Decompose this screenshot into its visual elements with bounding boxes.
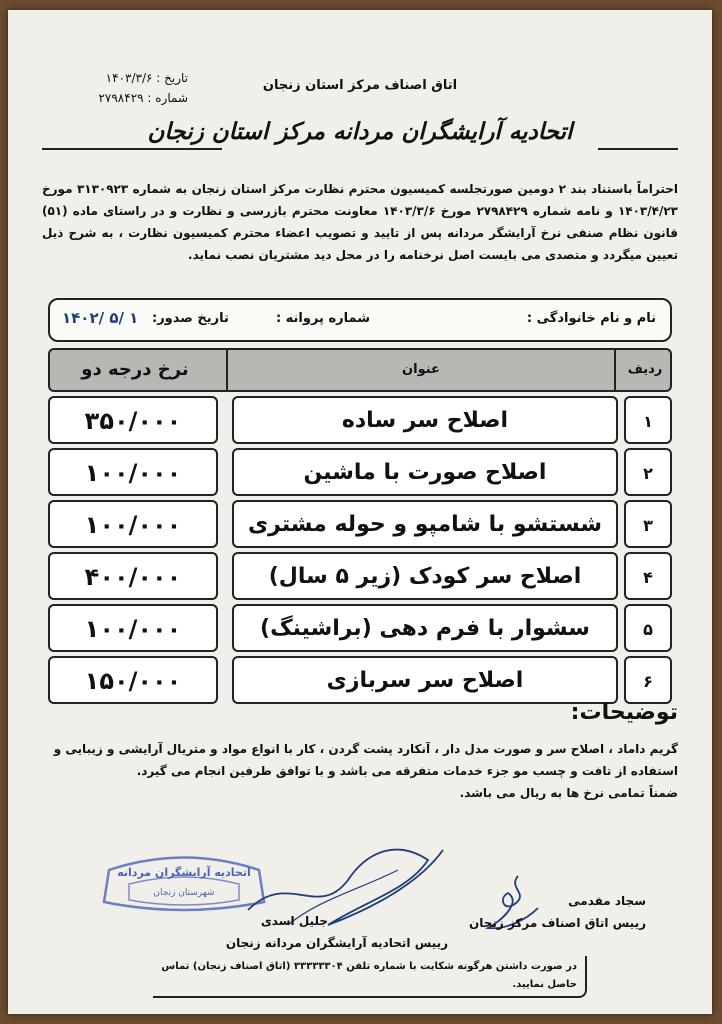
union-title: اتحادیه آرایشگران مردانه مرکز استان زنجان [147, 118, 573, 145]
notes-heading: توضیحات: [570, 700, 678, 725]
service-title: اصلاح سر سربازی [232, 656, 618, 704]
service-price: ۱۵۰/۰۰۰ [48, 656, 218, 704]
stamp-text-1: اتحادیه آرایشگران مردانه [117, 866, 251, 879]
table-row [48, 500, 672, 548]
service-price: ۱۰۰/۰۰۰ [48, 448, 218, 496]
price-table [48, 348, 672, 704]
service-price: ۱۰۰/۰۰۰ [48, 604, 218, 652]
service-title: شستشو با شامپو و حوله مشتری [232, 500, 618, 548]
notes-line-2: ضمناً تمامی نرخ ها به ریال می باشد. [459, 786, 678, 800]
issue-date-label: تاریخ صدور: [152, 311, 229, 326]
col-row-header: ردیف [627, 362, 663, 377]
table-body [48, 396, 672, 704]
issue-date-value: ۱۴۰۲/ ۵/ ۱ [62, 309, 139, 327]
chamber-name: اتاق اصناف مرکز استان زنجان [262, 78, 458, 93]
service-title: اصلاح سر ساده [232, 396, 618, 444]
intro-paragraph: احتراماً باستناد بند ۲ دومین صورتجلسه کمیسیون محترم نظارت مرکز استان زنجان به شماره ۳۱۳۰۹۲۳ مورخ ۱۴۰۳/۴/۲۳ و نامه شماره ۲۷۹۸۴۲۹ مورخ ۱۴۰۳/۳/۶ معاونت محترم بازرسی و نظارت و در راستای ماده (۵۱) قانون نظام صنفی نرخ آرایشگر مردانه پس از تایید و تصویب اعضاء محترم کمیسیون نظارت ، به شرح ذیل تعیین میگردد و متصدی می بایست اصل نرخنامه را در محل دید مشتریان نصب نماید. [42, 182, 678, 262]
row-number: ۲ [624, 448, 672, 496]
left-signatory-title: رییس اتحادیه آرایشگران مردانه زنجان [225, 936, 448, 950]
service-title: اصلاح سر کودک (زیر ۵ سال) [232, 552, 618, 600]
row-number: ۳ [624, 500, 672, 548]
name-label: نام و نام خانوادگی : [526, 311, 656, 326]
document-number: شماره : ۲۷۹۸۴۲۹ [98, 91, 188, 105]
table-row [48, 448, 672, 496]
left-signatory [118, 910, 448, 954]
table-row [48, 552, 672, 600]
price-list-document [8, 10, 712, 1014]
license-label: شماره پروانه : [275, 311, 370, 326]
right-signatory [469, 890, 646, 934]
service-title: سشوار با فرم دهی (براشینگ) [232, 604, 618, 652]
right-signatory-name: سجاد مقدمی [568, 894, 646, 908]
complaint-footer: در صورت داشتن هرگونه شکایت با شماره تلفن ۳۳۳۳۳۳۰۴ (اتاق اصناف زنجان) تماس حاصل نمایید. [153, 956, 587, 998]
table-row [48, 396, 672, 444]
notes-body [42, 738, 678, 804]
row-number: ۱ [624, 396, 672, 444]
service-price: ۴۰۰/۰۰۰ [48, 552, 218, 600]
service-title: اصلاح صورت با ماشین [232, 448, 618, 496]
service-price: ۱۰۰/۰۰۰ [48, 500, 218, 548]
title-rule-left [42, 148, 222, 150]
left-signatory-name: جلیل اسدی [260, 914, 328, 928]
title-rule-right [598, 148, 678, 150]
notes-line-1: گریم داماد ، اصلاح سر و صورت مدل دار ، آنکارد پشت گردن ، کار با انواع مواد و متریال آرایشی و زیبایی و استفاده از تافت و چسب مو جزء خدمات متفرقه می باشد و با توافق طرفین انجام می گیرد. [53, 742, 678, 778]
col-price-header: نرخ درجه دو [81, 359, 189, 380]
row-number: ۴ [624, 552, 672, 600]
row-number: ۵ [624, 604, 672, 652]
col-title-header: عنوان [226, 350, 616, 390]
table-header [48, 348, 672, 392]
stamp-text-2: شهرستان زنجان [153, 888, 215, 898]
right-signatory-title: رییس اتاق اصناف مرکز زنجان [468, 916, 646, 930]
table-row [48, 604, 672, 652]
table-row [48, 656, 672, 704]
row-number: ۶ [624, 656, 672, 704]
document-date: تاریخ : ۱۴۰۳/۳/۶ [105, 71, 188, 85]
shop-info-box [48, 298, 672, 342]
service-price: ۳۵۰/۰۰۰ [48, 396, 218, 444]
